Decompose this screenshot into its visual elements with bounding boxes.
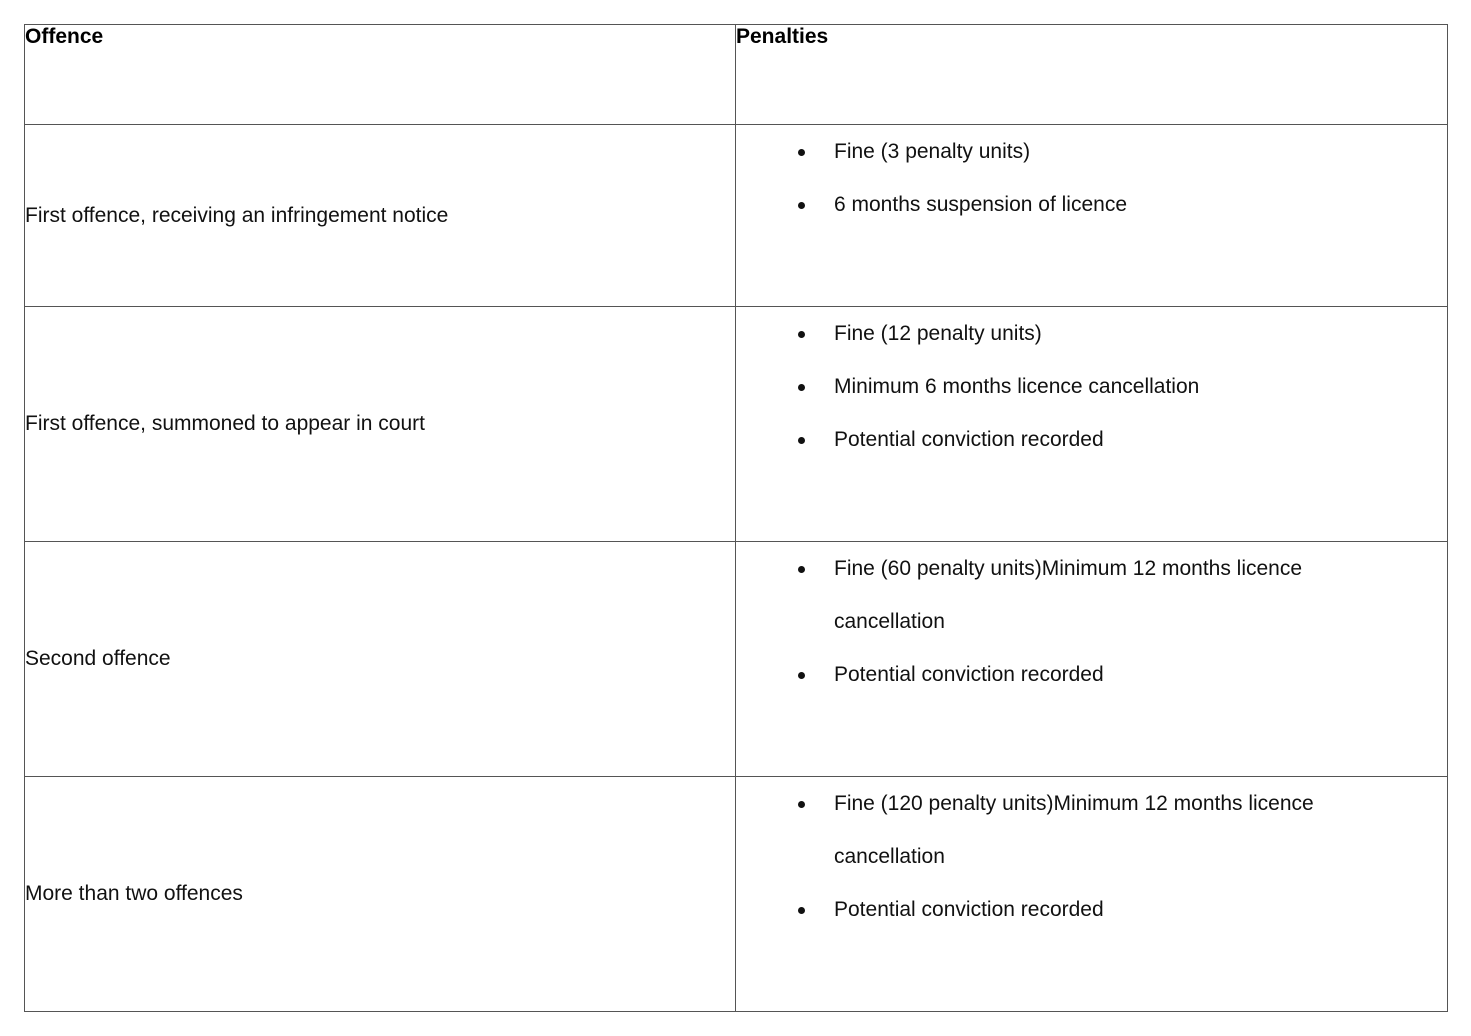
offence-cell: First offence, summoned to appear in court (25, 307, 736, 542)
penalty-text: Fine (12 penalty units) (834, 322, 1042, 345)
bullet-icon (798, 907, 805, 914)
penalty-text: Minimum 6 months licence cancellation (834, 375, 1200, 398)
list-item (736, 777, 1447, 883)
penalty-list (736, 542, 1447, 701)
list-item (736, 883, 1447, 936)
bullet-icon (798, 202, 805, 209)
table-header-row (25, 25, 1448, 125)
bullet-icon (798, 672, 805, 679)
penalty-text: 6 months suspension of licence (834, 193, 1128, 216)
offence-cell: More than two offences (25, 777, 736, 1012)
list-item (736, 413, 1447, 466)
offence-column-header: Offence (25, 25, 736, 125)
penalties-cell (736, 777, 1448, 1012)
bullet-icon (798, 331, 805, 338)
penalty-text: Potential conviction recorded (834, 428, 1104, 451)
penalty-text: Fine (3 penalty units) (834, 140, 1031, 163)
penalty-text: Potential conviction recorded (834, 898, 1104, 921)
table-row (25, 307, 1448, 542)
bullet-icon (798, 801, 805, 808)
penalty-text: Fine (60 penalty units)Minimum 12 months licence cancellation (834, 557, 1303, 633)
bullet-icon (798, 437, 805, 444)
penalty-text: Potential conviction recorded (834, 663, 1104, 686)
penalty-text: Fine (120 penalty units)Minimum 12 months licence cancellation (834, 792, 1314, 868)
list-item (736, 360, 1447, 413)
penalties-cell (736, 125, 1448, 307)
list-item (736, 648, 1447, 701)
bullet-icon (798, 149, 805, 156)
bullet-icon (798, 566, 805, 573)
table-row (25, 777, 1448, 1012)
table-row (25, 125, 1448, 307)
penalty-list (736, 125, 1447, 231)
list-item (736, 542, 1447, 648)
offence-cell: First offence, receiving an infringement notice (25, 125, 736, 307)
penalty-list (736, 777, 1447, 936)
penalties-column-header: Penalties (736, 25, 1448, 125)
offence-cell: Second offence (25, 542, 736, 777)
penalty-list (736, 307, 1447, 466)
penalties-cell (736, 307, 1448, 542)
penalties-cell (736, 542, 1448, 777)
list-item (736, 307, 1447, 360)
list-item (736, 125, 1447, 178)
table-row (25, 542, 1448, 777)
penalties-table (24, 24, 1448, 1012)
bullet-icon (798, 384, 805, 391)
list-item (736, 178, 1447, 231)
